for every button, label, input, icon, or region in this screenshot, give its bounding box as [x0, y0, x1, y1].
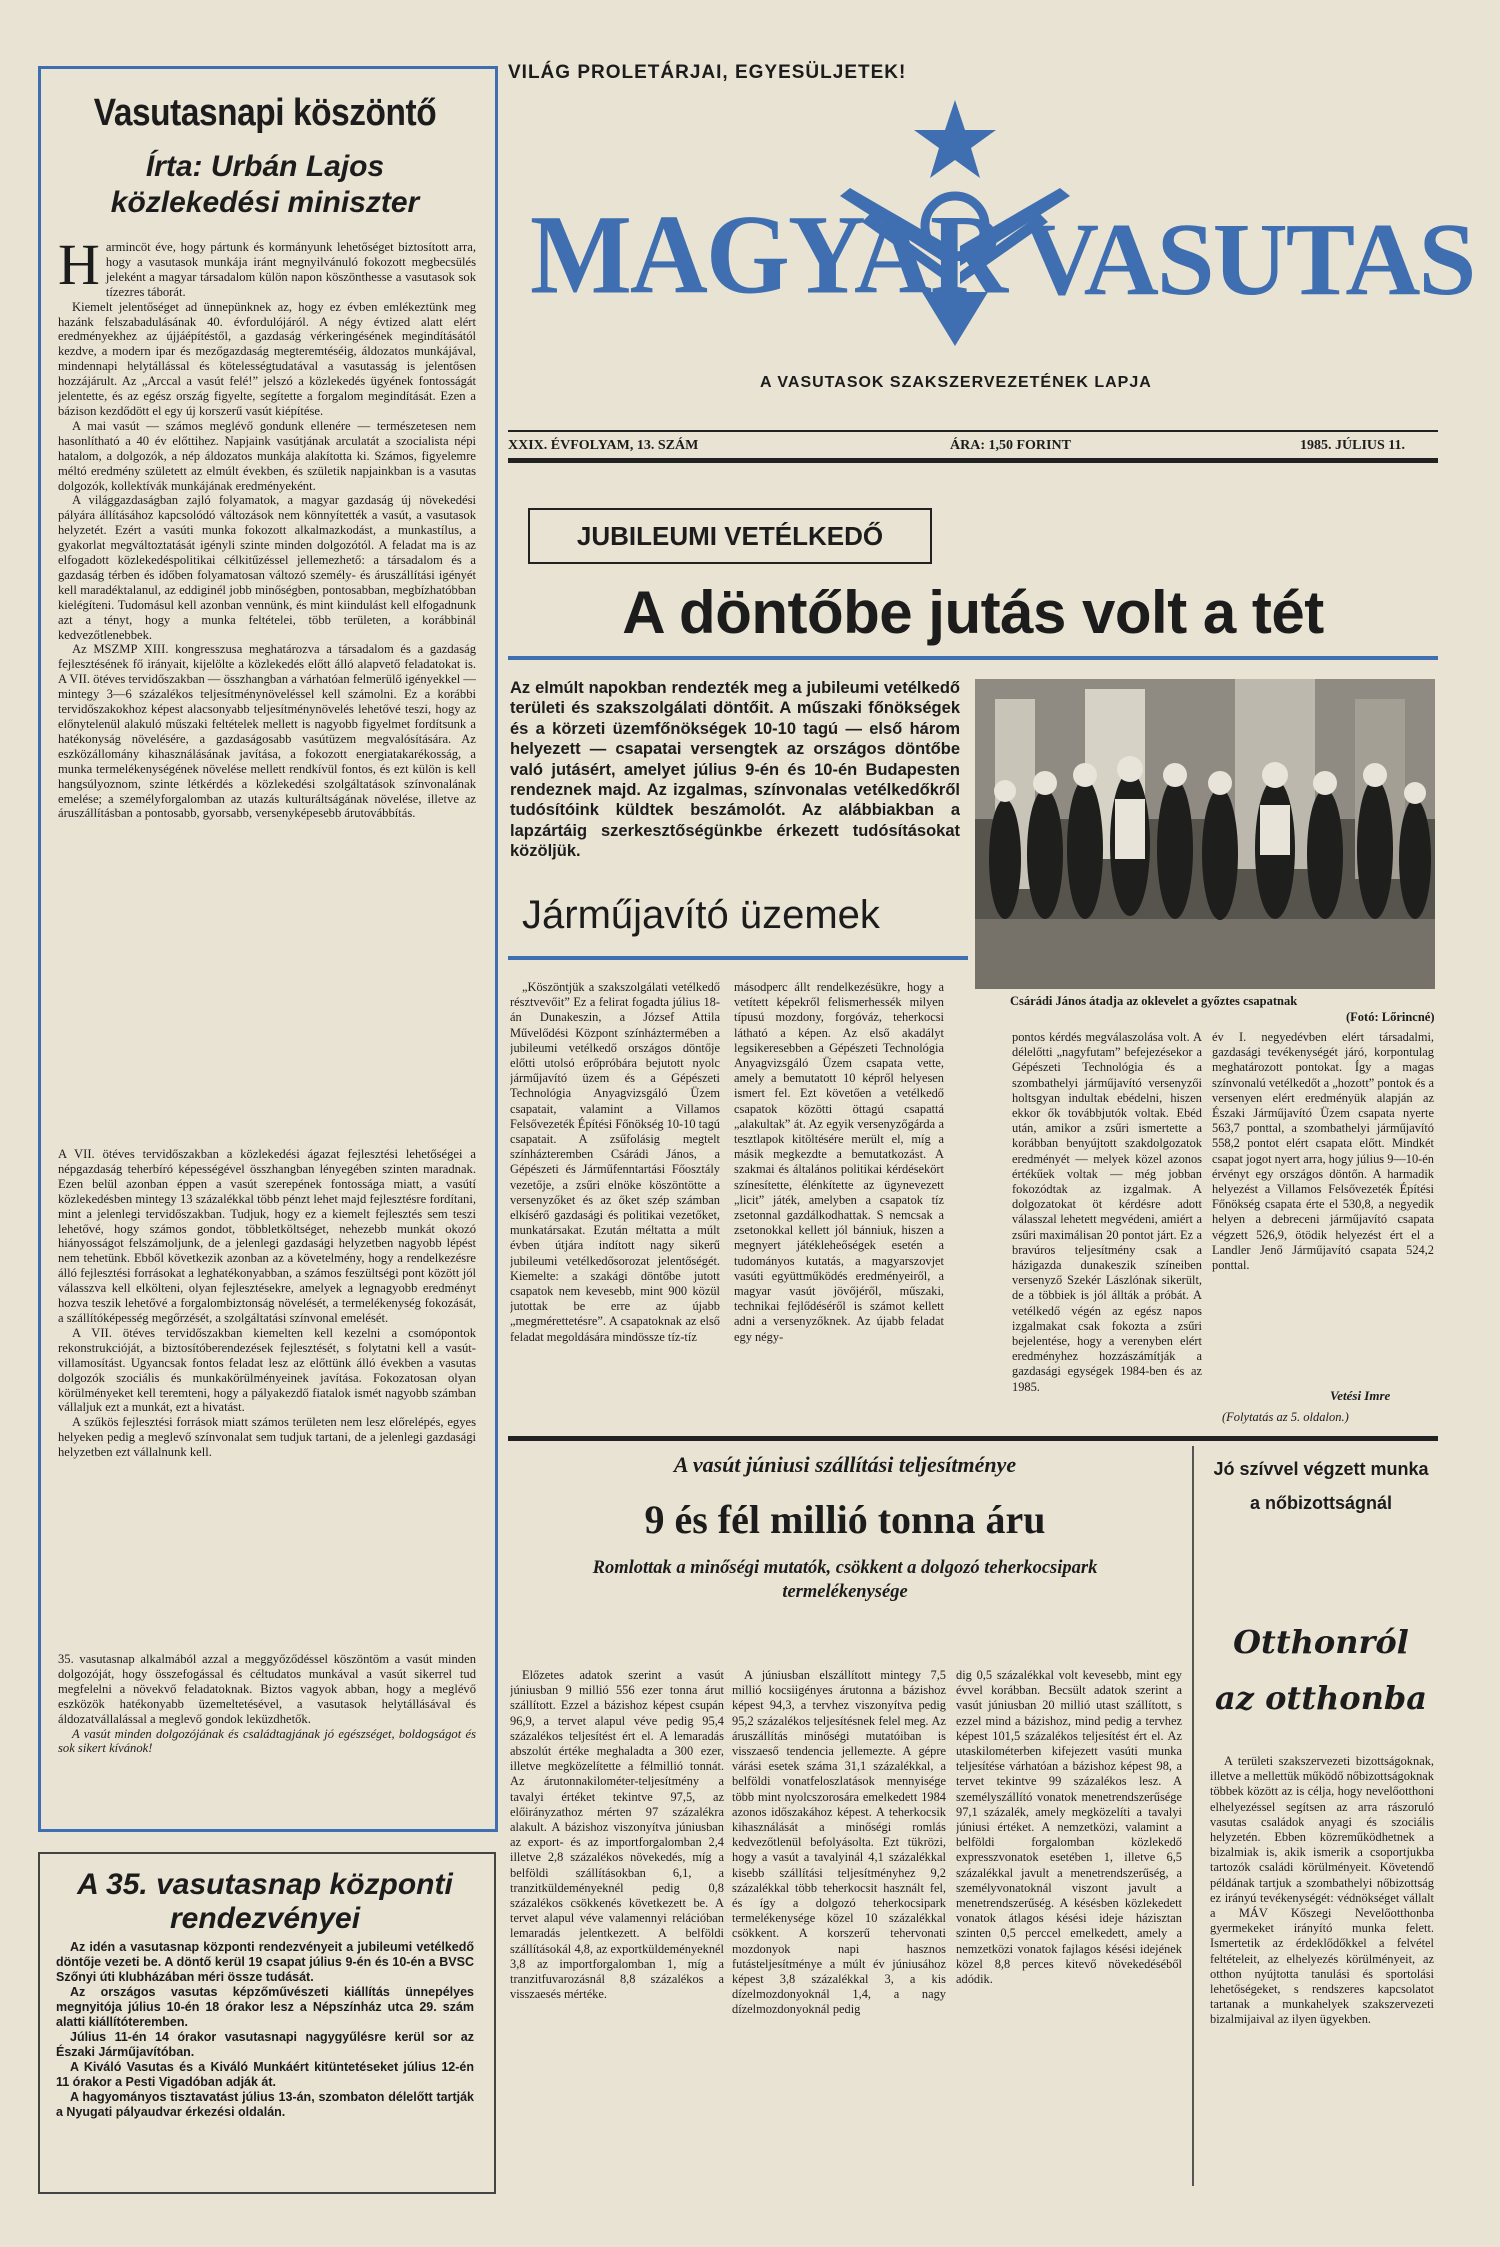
- quiz-subhead-rule: [508, 956, 968, 960]
- women-text: A területi szakszervezeti bizottságoknak, illetve a mellettük működő nőbizottságoknak többek között az is célja, hogy nevelőotthoni elhelyezéssel segítsen az arra rászoruló vasutas családok anyagi és szociális helyzetén. Ebben közreműködhetnek a bizalmiak is, akik ismerik a csoportjukba tartozók családi körülményeit. Követendő példának tartjuk a szombathelyi nőbizottság ez irányú tevékenységét: védnökséget vállalt a MÁV Kőszegi Nevelőotthonba gyermekeket irányító munka felett. Ismertetik az érdeklődőkkel a felvétel feltételeit, az elhelyezés körülményeit, az otthon nyújtotta tanulási és sportolási lehetőségeket, s rendszeres kapcsolatot tartanak a munkahelyek szakszervezeti bizalmijaival az ilyen ügyekben.: [1210, 1754, 1434, 2027]
- masthead-slogan: VILÁG PROLETÁRJAI, EGYESÜLJETEK!: [508, 62, 907, 83]
- greeting-title: Vasutasnapi köszöntő: [93, 92, 437, 134]
- quiz-headline: A döntőbe jutás volt a tét: [622, 579, 1324, 646]
- freight-col-3: dig 0,5 százalékkal volt kevesebb, mint egy évvel korábban. Becsült adatok szerint a vasút júniusban 20 millió utast szállított, s ezzel mind a bázishoz, mind pedig a tervhez képest 101,5 százalékos teljesítést ért el. Az utaskilométerben kifejezett vasúti munka teljesítése várhatóan a bázishoz képest 98, a tervet tekintve 99 százalékos lesz. A személyszállító vonatok menetrendszerűsége 97,1 százalék, amely megközelíti a tavalyi júniusi értéket. A nemzetközi, valamint a belföldi forgalomban közlekedő expresszvonatok esetében 1, illetve 6,5 százalékkal javult a menetrendszerűség, a személyvonatoknál viszont javult a menetrendszerűség. A késésben közlekedett vonatok átlagos késési ideje házisztan szinten 0,5 perccel emelkedett, amely a nemzetközi vonatok fajlagos késési idejének közel 8,8 perces kitevő növekedéséből adódik.: [956, 1668, 1182, 1987]
- events-item: Az idén a vasutasnap központi rendezvényeit a jubileumi vetélkedő döntője vezeti be. A döntő kerül 19 csapat július 9-én és 10-én a BVSC Szőnyi úti klubházában méri össze tudását.: [56, 1940, 474, 1984]
- star-icon: [914, 100, 996, 178]
- freight-side-divider: [1192, 1446, 1194, 2186]
- greeting-body-closing: 35. vasutasnap alkalmából azzal a meggyőződéssel köszöntöm a vasút minden dolgozóját, hogy összefogással és céltudatos munkával a vasút sikerrel tud megfelelni a növekvő feladatoknak. Biztos vagyok abban, hogy a meglévő eszközök hatékonyabb üzemeltetésével, a vasutasok helytállásával és áldozatvállalással a meglevő gondok leküzdhetők. A vasút minden dolgozójának és családtagjának jó egészséget, boldogságot és sok sikert kívánok!: [58, 1652, 476, 1756]
- women-headline-2: az otthonba: [1215, 1679, 1427, 1717]
- greeting-role: közlekedési miniszter: [110, 186, 420, 219]
- freight-col-1: Előzetes adatok szerint a vasút júniusban 9 millió 556 ezer tonna árut szállított. Ezzel a bázishoz képest csupán 96,9, a tervet alapul véve pedig 95,4 százalékos teljesítést ért el. A lemaradás abszolút értéke meghaladta a 300 ezer, illetve megközelítette a félmillió tonnát. Az árutonnakilométer-teljesítmény a tavalyi értéket tekintve 97,5, az előirányzathoz mérten 97 százalékra alakult. A bázishoz viszonyítva júniusban az export- és az importforgalomban 2,4 illetve 2,8 százalékos növekedés, míg a belföldi szállításokban 6,1, a tranzitküldeményeknél pedig 0,8 százalékos csökkenés következett be. A tervet alapul véve valamennyi relációban lemaradás jelentkezett. A belföldi szállításokál 4,8, az exportküldeményeknél 3,8 az importforgalomban 1, míg a tranzitfuvarozásnál 8,8 százalékos a visszaesés mértéke.: [510, 1668, 724, 2002]
- quiz-rule: [508, 656, 1438, 660]
- greeting-body-top: Harmincöt éve, hogy pártunk és kormányunk lehetőséget biztosított arra, hogy a vasutasok munkája iránt megnyilvánuló fokozott megbecsülés jeleként a magyar társadalom külön napon köszönthesse a vasutasok sok tízezres táborát. Kiemelt jelentőséget ad ünnepünknek az, hogy ez évben emlékeztünk meg hazánk felszabadulásának 40. évfordulójáról. A négy évtized alatt elért eredményekhez az újjáépítéstől, a gazdaság vérkeringésének megindításától kezdve, a modern ipar és mezőgazdaság megteremtéséig, áldozatos munkájával, mindennapi helytállással és kötelességtudatával a vasutasság is jelentősen hozzájárult. Az „Arccal a vasút felé!” jelszó a közlekedés ügyének fontosságát jelentette, és az egész ország figyelte, segítette a forgalom megindítását. Ezen a bázison kezdődött el egy új korszerű vasút kiépítése. A mai vasút — számos meglévő gondunk ellenére — természetesen nem hasonlítható a 40 év előttihez. Napjaink vasútjának arculatát a szocialista népi hatalom, a dolgozók, a nép áldozatos munkája alakította ki. Számos, figyelemre méltó eredmény született az elmúlt években, és születik napjainkban is a vasutas dolgozók, kollektívák munkájának eredményeként. A világgazdaságban zajló folyamatok, a magyar gazdaság új növekedési pályára állításához kapcsolódó változások nem könnyítették a vasút, a vasutasok helyzetét. Ezért a vasúti munka fokozott alkalmazkodást, a munkastílus, a gyakorlat megváltoztatását igényli szinte minden dolgozótól. A feladat ma is az elfogadott közlekedéspolitikai célkitűzéssel jellemezhető: a társadalom és a gazdaság térben és időben folyamatosan változó személy- és áruszállítási igényét kell maradéktalanul, az eddiginél jobb minőségben, pontosabban, megbízhatóbban kielégíteni. Tudomásul kell azonban vennünk, és mint kiindulást kell elfogadnunk azt a tényt, hogy a munka feltételei, több területen, a korábbinál kedvezőtlenebbek. Az MSZMP XIII. kongresszusa meghatározva a társadalom és a gazdaság fejlesztésének fő irányait, kijelölte a közlekedés előtt álló alapvető feladatokat is. A VII. ötéves tervidőszakban — összhangban a várhatóan felmerülő igényekkel — mintegy 3—6 százalékos teljesítménynöveléssel kell számolni. Ez a korábbi tervidőszakokhoz képest alacsonyabb teljesítménynövelés lehetővé teszi, hogy az előnytelenül alakuló műszaki feltételek mellett is nagyobb figyelmet fordítsunk a hatékonyság növelésére, a gazdaságosabb vasútüzem megvalósítására. Az eszközállomány kihasználásának javítása, a fokozott energiatakarékosság, a munka termelékenységének növelése mellett rendkívül fontos, és ezt külön is kell hangsúlyoznom, szinte létkérdés a közlekedési szolgáltatások színvonalának emelése; a személyforgalomban az utazás kulturáltságának növelése, illetve az áruszállításban a pontosabb, gyorsabb, versenyképesebb árutovábbítás.: [58, 240, 476, 821]
- quiz-continued: (Folytatás az 5. oldalon.): [1222, 1410, 1349, 1424]
- events-item: A hagyományos tisztavatást július 13-án, szombaton délelőtt tartják a Nyugati pályaudvar érkezési oldalán.: [56, 2090, 474, 2119]
- masthead-title-right: VASUTAS: [1024, 202, 1475, 317]
- masthead-date: 1985. JÚLIUS 11.: [1300, 438, 1406, 453]
- masthead-rule-top: [508, 430, 1438, 432]
- women-headline-1: Otthonról: [1233, 1623, 1409, 1661]
- quiz-kicker: JUBILEUMI VETÉLKEDŐ: [528, 508, 932, 564]
- masthead-subtitle: A VASUTASOK SZAKSZERVEZETÉNEK LAPJA: [760, 374, 1152, 391]
- women-kicker: Jó szívvel végzett munka a nőbizottságnál: [1213, 1459, 1429, 1513]
- masthead-rule-bottom: [508, 458, 1438, 463]
- freight-subhead: Romlottak a minőségi mutatók, csökkent a dolgozó teherkocsipark termelékenysége: [592, 1558, 1098, 1602]
- events-item: Július 11-én 14 órakor vasutasnapi nagygyűlésre kerül sor az Északi Járműjavítóban.: [56, 2030, 474, 2059]
- freight-col-2: A júniusban elszállított mintegy 7,5 millió kocsiigényes árutonna a bázishoz képest 94,3, a tervhez viszonyítva pedig 95,2 százalékos teljesítésnek felel meg. Az áruszállítás minőségi mutatóiban is visszaeső tendencia jellemezte. A géprе várási esetek száma 31,1 százalékkal, a belföldi vonatfeloszlatások mennyisége több mint nyolcszorosára emelkedett 1984 azonos időszakához képest. A teherkocsik kihasználását a minőségi romlás kedvezőtlenül befolyásolta. Ezt tükrözi, hogy a vasút a tavalyinál 4,1 százalékkal kisebb szállítási teljesítményhez 9,2 százalékkal több teherkocsit használt fel, és így a dolgozó teherkocsipark termelékenysége közel 10 százalékkal csökkent. A korszerű tehervonati mozdonyok napi hasznos futásteljesítménye a múlt év júniusához képest 3,8 százalékkal 3, a kis dízelmozdonyoknál 1,4, a nagy dízelmozdonyoknál pedig: [732, 1668, 946, 2017]
- photo-caption: Csárádi János átadja az oklevelet a győztes csapatnak: [1010, 994, 1298, 1008]
- dropcap-h: H: [58, 240, 100, 297]
- masthead-issue: XXIX. ÉVFOLYAM, 13. SZÁM: [508, 438, 699, 453]
- events-item: Az országos vasutas képzőművészeti kiállítás ünnepélyes megnyitója július 10-én 18 órakor lesz a Népszínház utca 29. szám alatti kiállítóteremben.: [56, 1985, 474, 2029]
- greeting-byline: Írta: Urbán Lajos: [145, 150, 385, 183]
- masthead-title-left: MAGYAR: [530, 193, 1007, 318]
- photo-credit: (Fotó: Lőrincné): [1346, 1010, 1435, 1024]
- greeting-body-bottom: A VII. ötéves tervidőszakban a közlekedési ágazat fejlesztési lehetőségei a népgazdaság teherbíró képességével összhangban lényegében szinten maradnak. Ezen belül azonban éppen a vasút szerepének fontossága miatt, a vasútí közlekedésben mintegy 13 százalékkal több pénzt lehet majd fejlesztésre fordítani, mint a jelenlegi tervidőszakban. Tudjuk, hogy ez a kiemelt fejlesztés sem teszi lehetővé, hogy számos gondot, többletköltséget, nehezebb munkát okozó hiányosságot felszámoljunk, de a jelenlegi gazdasági helyzetben nagyobb lépést nem tehetünk. Ebből következik azonban az a követelmény, hogy a rendelkezésre álló fejlesztési forrásokat a leghatékonyabban, a számos feszültségi pont között jól válasszva kell elkölteni, olyan fejlesztésekre, amelyek a legnagyobb eredményt hozva teszik lehetővé a forgalombiztonság növelését, a termelékenység fokozását, a szállítóképesség megőrzését, a szolgáltatási színvonal emelését. A VII. ötéves tervidőszakban kiemelten kell kezelni a csomópontok rekonstrukcióját, a biztosítóberendezések fejlesztését, s folytatni kell a vasút-villamosítást. Ugyancsak fontos feladat lesz az előttünk álló években a vasutas dolgozók szociális és munkakörülményeinek javítása. Fokozatosan olyan körülményeket kell teremteni, hogy a pályakezdő fiatalok ismét nagyobb számban vállaljuk ezt a munkát, ezt a hivatást. A szűkös fejlesztési források miatt számos területen nem lesz előrelépés, egyes helyeken pedig a meglevő színvonalat sem tudjuk tartani, de a jelenlegi gazdasági helyzetben ezt vállalnunk kell.: [58, 1147, 476, 1460]
- freight-headline: 9 és fél millió tonna áru: [644, 1497, 1046, 1542]
- freight-rule-top: [508, 1436, 1438, 1441]
- events-title: A 35. vasutasnap központi rendezvényei: [77, 1868, 453, 1935]
- quiz-author: Vetési Imre: [1330, 1388, 1391, 1403]
- events-item: A Kiváló Vasutas és a Kiváló Munkáért kitüntetéseket július 12-én 11 órakor a Pesti Vigadóban adják át.: [56, 2060, 474, 2089]
- quiz-subhead: Járműjavító üzemek: [522, 893, 880, 937]
- masthead-price: ÁRA: 1,50 FORINT: [950, 438, 1071, 453]
- quiz-col-3: pontos kérdés megválaszolása volt. A délelőtti „nagyfutam” befejezésekor a Gépészeti Technológia és a szombathelyi járműjavító versenyzői holtsgyan indultak ebédelni, hiszen ekkor ők továbbjutók voltak. Ebéd után, amikor a zsűri ismertette a korábban benyújtott szakdolgozatok eredményét — melyek közel azonos értékűek voltak — még jobban fokozódtak az izgalmak. A dolgozatokat öt kérdésre adott válasszal lehetett megvédeni, amiért a zsűri maximálisan 20 pontot járt. Ez a bravúros teljesítmény csak a házigazda dunakeszik színeiben versenyző Szekér Lászlónak sikerült, de a többiek is jól állták a próbát. A vetélkedő végén az egész napos izgalmakat csak fokozta a zsűri bejelentése, hogy a verenyben elért eredményhez hozzászámítják a gazdasági egységek 1984-ben és az 1985.: [1012, 1030, 1202, 1394]
- quiz-col-2: másodperc állt rendelkezésükre, hogy a vetített képekről felismerhessék milyen típusú mozdony, forgóváz, teherkocsi látható a képen. Az első akadályt legsikeresebben a Gépészeti Technológia Anyagvizsgáló Üzem csapata vette, amely a bemutatott 10 képről helyesen ismert fel. Ezt követően a vetélkedő csapatok közötti öttagú csapattá „alakultak” át. Az egyik versenyzőgárda a tesztlapok kitöltésére merült el, míg a másik megkezdte a bemutatkozást. A szakmai és általános politikai kérdésekört színesítette, élénkítette az ügynevezett „licit” játék, amelyben a csapatok tíz zsetonnal gazdálkodhattak. S nemcsak a zsetonokkal kellett jól bánniuk, hiszen a megnyert játékleheőségek esetén a tudományos kutatás, a magyarszovjet vasúti együttműködés eredményeiről, a magyar vasút jövőjéről, műszaki, technikai fejlődéséről is számot kellett adni a versenyzőknek. Az újabb feladat egy négy-: [734, 980, 944, 1344]
- quiz-col-1: „Köszöntjük a szakszolgálati vetélkedő résztvevőit” Ez a felirat fogadta július 18-án Dunakeszin, a József Attila Művelődési Központ színháztermében a jubileumi vetélkedő országos döntője előtti utolsó erőpróbára bejutott nyolc járműjavító üzem és a Gépészeti Technológia Anyagvizsgáló Üzem csapatait, valamint a Villamos Felsővezeték Építési Főnökség 10-10 tagú csapatait. A zsűfolásig megtelt színházteremben Csárádi János, a Gépészeti és Járműfenntartási Főosztály vezetője, a zsűri elnöke köszöntötte a versenyzőket és az őket szép számban elkísérő gazdasági és politikai vezetőket, munkatársakat. Ezután méltatta a múlt évben útjára indított nagy sikerű jubileumi vetélkedősorozat jelentőségét. Kiemelte: a szakági döntőbe jutott csapatok nem kevesebb, mint 900 közül jutottak be erre az újabb „megmérettetésre”. A csapatoknak az első feladat megoldására mindössze tíz-tíz: [510, 980, 720, 1344]
- ceremony-photo: [975, 679, 1435, 989]
- quiz-lead: Az elmúlt napokban rendezték meg a jubileumi vetélkedő területi és szakszolgálati döntőit. A műszaki főnökségek és a körzeti üzemfőnökségek 10-10 tagú — első három helyezett — csapatai versengtek az országos döntőbe való jutásért, amelyet július 9-én és 10-én Budapesten rendeznek majd. Az izgalmas, színvonalas vetélkedőkről tudósítóink küldtek beszámolót. Az alábbiakban a lapzártáig szerkesztőségünkbe érkezett tudósításokat közöljük.: [510, 679, 960, 861]
- freight-kicker: A vasút júniusi szállítási teljesítménye: [673, 1452, 1017, 1477]
- events-list: [56, 1940, 474, 2182]
- quiz-col-4: év I. negyedévben elért társadalmi, gazdasági tevékenységét járó, korpontulag meghatározott pontokat. Így a magas színvonalú vetélkedőt a „hozott” pontok és a versenyen elért eredményük alapján az Északi Járműjavító Üzem csapata nyerte 563,7 ponttal, a szombathelyi járműjavító 558,2 pontot elért csapata előtt. Mindkét csapat jogot nyert arra, hogy július 9—10-én érvényt egy országos döntőn. A harmadik helyezést a Villamos Felsővezeték Építési Főnökség csapata érte el 530,8, a negyedik helyen a debreceni járműjavító csapata végzett 526,9, ötödik helyezést ért el a Landler Jenő Járműjavító csapata 524,2 ponttal.: [1212, 1030, 1434, 1273]
